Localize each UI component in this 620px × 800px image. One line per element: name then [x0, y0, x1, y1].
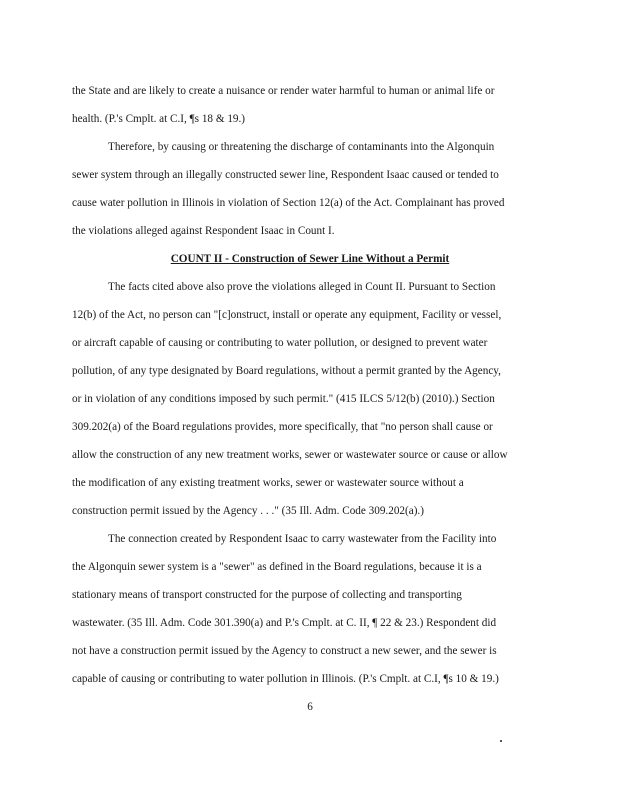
page-number: 6 [307, 701, 313, 713]
text-line: Therefore, by causing or threatening the discharge of contaminants into the Algonquin [108, 141, 495, 153]
text-line: stationary means of transport constructed for the purpose of collecting and transporting [72, 589, 462, 601]
text-line: wastewater. (35 Ill. Adm. Code 301.390(a) and P.'s Cmplt. at C. II, ¶ 22 & 23.) Respondent did [72, 617, 497, 629]
text-line: pollution, of any type designated by Board regulations, without a permit granted by the Agency, [72, 365, 501, 377]
text-line: the Algonquin sewer system is a "sewer" as defined in the Board regulations, because it is a [72, 561, 482, 573]
text-line: construction permit issued by the Agency . . ." (35 Ill. Adm. Code 309.202(a).) [72, 505, 424, 517]
text-line: or in violation of any conditions imposed by such permit." (415 ILCS 5/12(b) (2010).) Section [72, 393, 495, 405]
section-heading: COUNT II - Construction of Sewer Line Without a Permit [170, 253, 450, 265]
text-line: capable of causing or contributing to water pollution in Illinois. (P.'s Cmplt. at C.I, ¶s 10 & 19.) [72, 673, 499, 685]
text-line: the State and are likely to create a nuisance or render water harmful to human or animal life or [72, 85, 495, 97]
text-line: cause water pollution in Illinois in violation of Section 12(a) of the Act. Complainant has proved [72, 197, 505, 209]
text-line: the modification of any existing treatment works, sewer or wastewater source without a [72, 477, 464, 489]
text-line: 309.202(a) of the Board regulations provides, more specifically, that "no person shall cause or [72, 421, 493, 433]
scan-speck [500, 740, 502, 742]
text-line: allow the construction of any new treatment works, sewer or wastewater source or cause or allow [72, 449, 508, 461]
text-line: not have a construction permit issued by the Agency to construct a new sewer, and the sewer is [72, 645, 497, 657]
text-line: the violations alleged against Respondent Isaac in Count I. [72, 225, 335, 237]
text-line: The connection created by Respondent Isaac to carry wastewater from the Facility into [108, 533, 497, 545]
text-line: The facts cited above also prove the violations alleged in Count II. Pursuant to Section [108, 281, 496, 293]
text-line: sewer system through an illegally constructed sewer line, Respondent Isaac caused or tended to [72, 169, 499, 181]
text-line: or aircraft capable of causing or contributing to water pollution, or designed to prevent water [72, 337, 488, 349]
text-line: health. (P.'s Cmplt. at C.I, ¶s 18 & 19.) [72, 113, 246, 125]
text-line: 12(b) of the Act, no person can "[c]onstruct, install or operate any equipment, Facility or vessel, [72, 309, 502, 321]
